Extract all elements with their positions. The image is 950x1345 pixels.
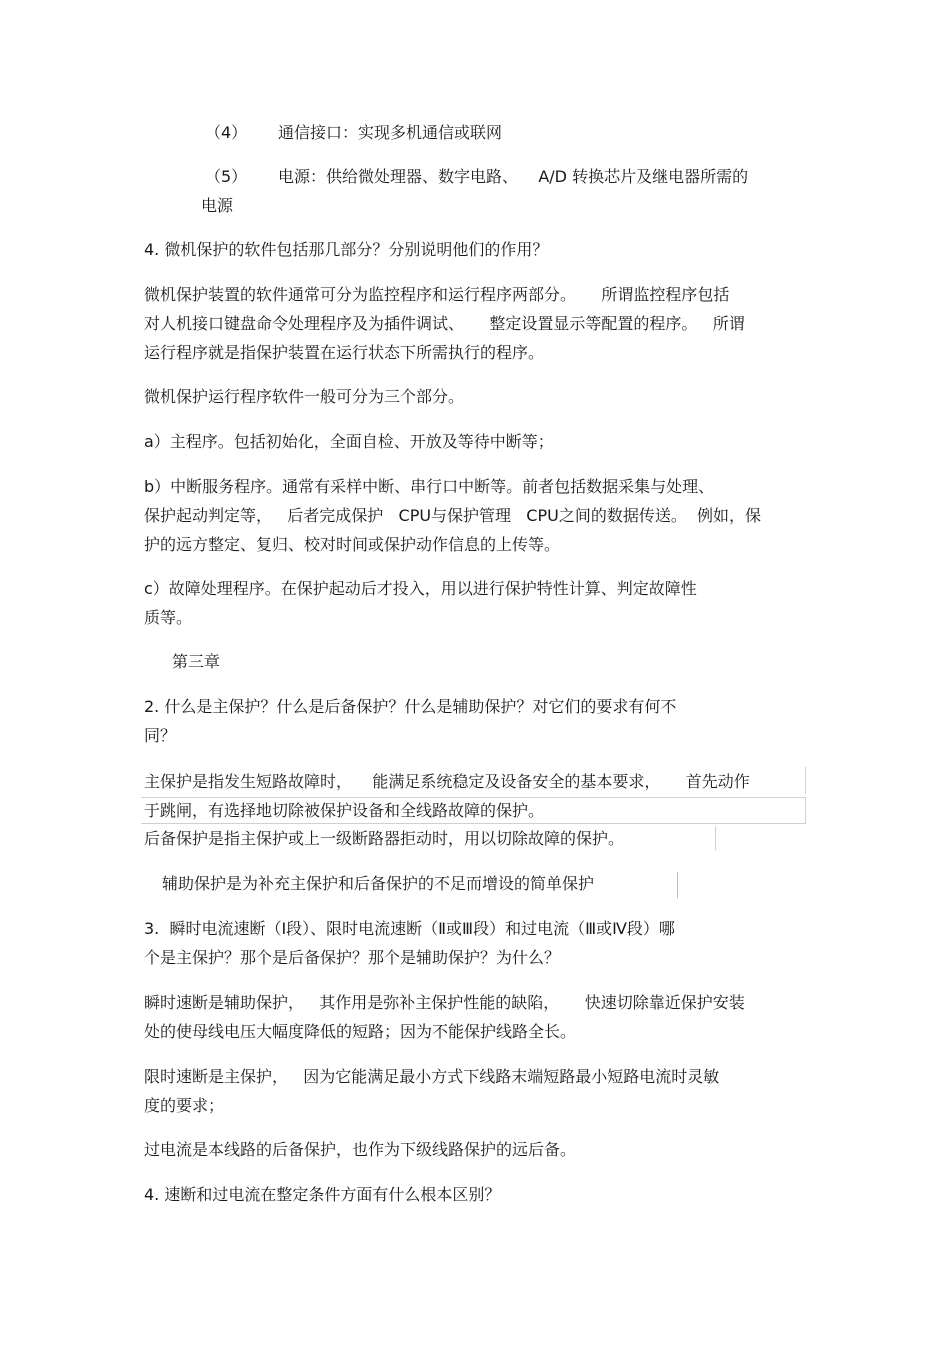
- question-3-title: 个是主保护？那个是后备保护？那个是辅助保护？为什么？: [144, 948, 561, 967]
- part-c-line: c）故障处理程序。在保护起动后才投入，用以进行保护特性计算、判定故障性: [144, 579, 697, 598]
- question-4b-title: 4. 速断和过电流在整定条件方面有什么根本区别？: [144, 1185, 501, 1204]
- part-b-line: b）中断服务程序。通常有采样中断、串行口中断等。前者包括数据采集与处理、: [144, 477, 715, 496]
- part-b-line: 护的远方整定、复归、校对时间或保护动作信息的上传等。: [144, 535, 561, 554]
- part-c-line: 质等。: [144, 608, 193, 627]
- item-4-text: 通信接口：实现多机通信或联网: [278, 123, 503, 142]
- question-4-title: 4. 微机保护的软件包括那几部分？分别说明他们的作用？: [144, 240, 549, 259]
- q3-answer-time-limited: 限时速断是主保护， 因为它能满足最小方式下线路末端短路最小短路电流时灵敏: [144, 1067, 720, 1086]
- q2-answer-main: 于跳闸，有选择地切除被保护设备和全线路故障的保护。: [144, 801, 545, 820]
- q2-answer-backup: 后备保护是指主保护或上一级断路器拒动时，用以切除故障的保护。: [144, 829, 625, 848]
- chapter-heading: 第三章: [172, 652, 221, 671]
- q4-answer-summary: 微机保护运行程序软件一般可分为三个部分。: [144, 387, 465, 406]
- q4-answer-line: 运行程序就是指保护装置在运行状态下所需执行的程序。: [144, 343, 545, 362]
- q3-answer-instantaneous: 处的使母线电压大幅度降低的短路；因为不能保护线路全长。: [144, 1022, 577, 1041]
- item-5-number: （5）: [205, 167, 248, 186]
- item-5-text: 电源：供给微处理器、数字电路、 A/D 转换芯片及继电器所需的: [278, 167, 749, 186]
- question-2-title: 2. 什么是主保护？什么是后备保护？什么是辅助保护？对它们的要求有何不: [144, 697, 677, 716]
- part-b-line: 保护起动判定等， 后者完成保护 CPU与保护管理 CPU之间的数据传送。 例如，保: [144, 506, 762, 525]
- q3-answer-overcurrent: 过电流是本线路的后备保护，也作为下级线路保护的远后备。: [144, 1140, 577, 1159]
- q2-answer-main: 主保护是指发生短路故障时， 能满足系统稳定及设备安全的基本要求， 首先动作: [144, 772, 750, 791]
- question-2-title: 同？: [144, 726, 177, 745]
- q3-answer-instantaneous: 瞬时速断是辅助保护， 其作用是弥补主保护性能的缺陷， 快速切除靠近保护安装: [144, 993, 745, 1012]
- q4-answer-line: 微机保护装置的软件通常可分为监控程序和运行程序两部分。 所谓监控程序包括: [144, 285, 730, 304]
- q2-answer-auxiliary: 辅助保护是为补充主保护和后备保护的不足而增设的简单保护: [162, 874, 595, 893]
- answer-box-frame: [677, 872, 678, 898]
- question-3-title: 3. 瞬时电流速断（Ⅰ段）、限时电流速断（Ⅱ或Ⅲ段）和过电流（Ⅲ或Ⅳ段）哪: [144, 919, 675, 938]
- q3-answer-time-limited: 度的要求；: [144, 1096, 225, 1115]
- item-4-number: （4）: [205, 123, 248, 142]
- q4-answer-line: 对人机接口键盘命令处理程序及为插件调试、 整定设置显示等配置的程序。 所谓: [144, 314, 745, 333]
- part-a-line: a）主程序。包括初始化，全面自检、开放及等待中断等；: [144, 432, 554, 451]
- item-5-continuation: 电源: [201, 196, 234, 215]
